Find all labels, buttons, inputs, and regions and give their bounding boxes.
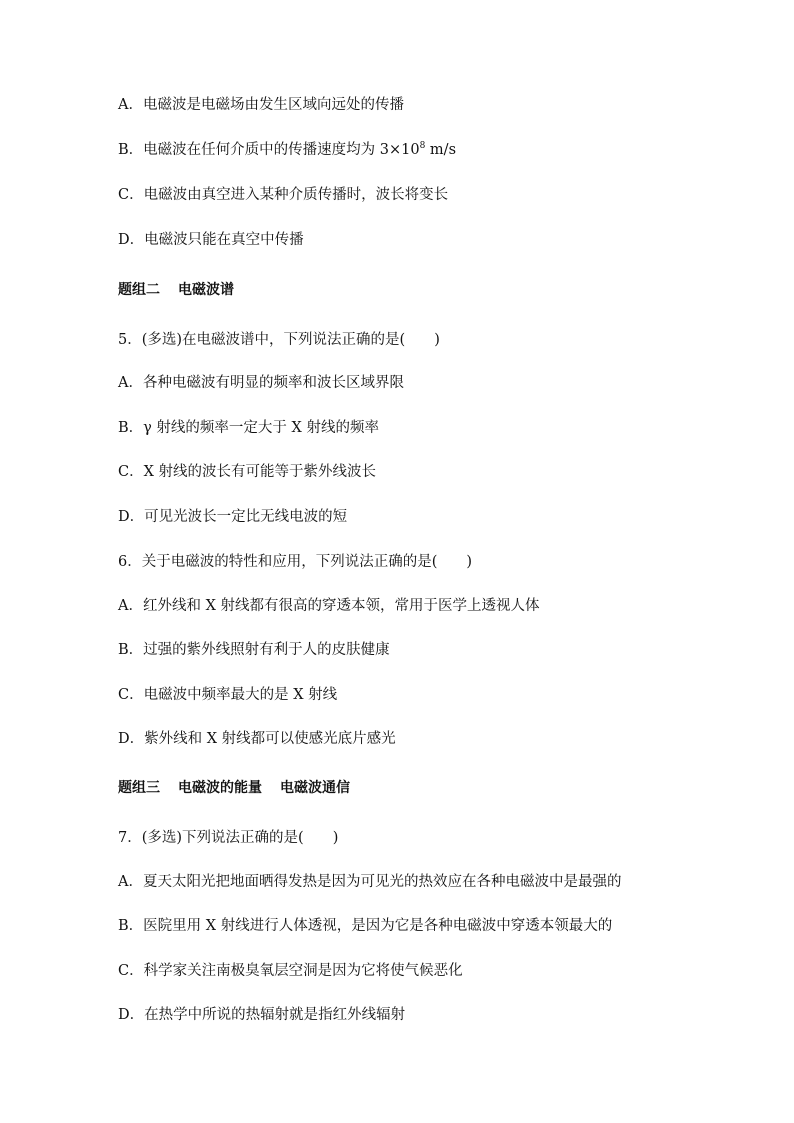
- group3-title2: 电磁波通信: [280, 780, 350, 796]
- q6-option-d: D．紫外线和 X 射线都可以使感光底片感光: [118, 731, 396, 747]
- q4-option-b-text: B．电磁波在任何介质中的传播速度均为 3×10: [118, 142, 420, 158]
- q4-option-d: D．电磁波只能在真空中传播: [118, 232, 304, 248]
- q4-option-b: [118, 140, 456, 160]
- q4-option-c: C．电磁波由真空进入某种介质传播时，波长将变长: [118, 187, 449, 203]
- q7-option-b: B．医院里用 X 射线进行人体透视，是因为它是各种电磁波中穿透本领最大的: [118, 918, 613, 934]
- group2-label: 题组二: [118, 282, 160, 298]
- q7-option-d: D．在热学中所说的热辐射就是指红外线辐射: [118, 1007, 406, 1023]
- q7-option-a: A．夏天太阳光把地面晒得发热是因为可见光的热效应在各种电磁波中是最强的: [118, 874, 622, 890]
- q5-option-b: B．γ 射线的频率一定大于 X 射线的频率: [118, 420, 379, 436]
- q5-stem: 5．(多选)在电磁波谱中，下列说法正确的是( ): [118, 332, 440, 348]
- q4-option-b-exponent: 8: [419, 141, 426, 152]
- q6-option-c: C．电磁波中频率最大的是 X 射线: [118, 687, 338, 703]
- q4-option-b-unit: m/s: [425, 142, 457, 158]
- group3-title1: 电磁波的能量: [178, 780, 262, 796]
- q4-option-a: A．电磁波是电磁场由发生区域向远处的传播: [118, 97, 404, 113]
- q6-option-b: B．过强的紫外线照射有利于人的皮肤健康: [118, 642, 390, 658]
- q7-stem: 7．(多选)下列说法正确的是( ): [118, 830, 339, 846]
- q5-option-d: D．可见光波长一定比无线电波的短: [118, 509, 348, 525]
- group2-title: 电磁波谱: [178, 282, 234, 298]
- section-heading-group3: [118, 778, 350, 798]
- section-heading-group2: [118, 280, 234, 300]
- group3-label: 题组三: [118, 780, 160, 796]
- q5-option-a: A．各种电磁波有明显的频率和波长区域界限: [118, 375, 404, 391]
- q5-option-c: C．X 射线的波长有可能等于紫外线波长: [118, 464, 377, 480]
- q6-stem: 6．关于电磁波的特性和应用，下列说法正确的是( ): [118, 554, 473, 570]
- q7-option-c: C．科学家关注南极臭氧层空洞是因为它将使气候恶化: [118, 963, 463, 979]
- q6-option-a: A．红外线和 X 射线都有很高的穿透本领，常用于医学上透视人体: [118, 598, 540, 614]
